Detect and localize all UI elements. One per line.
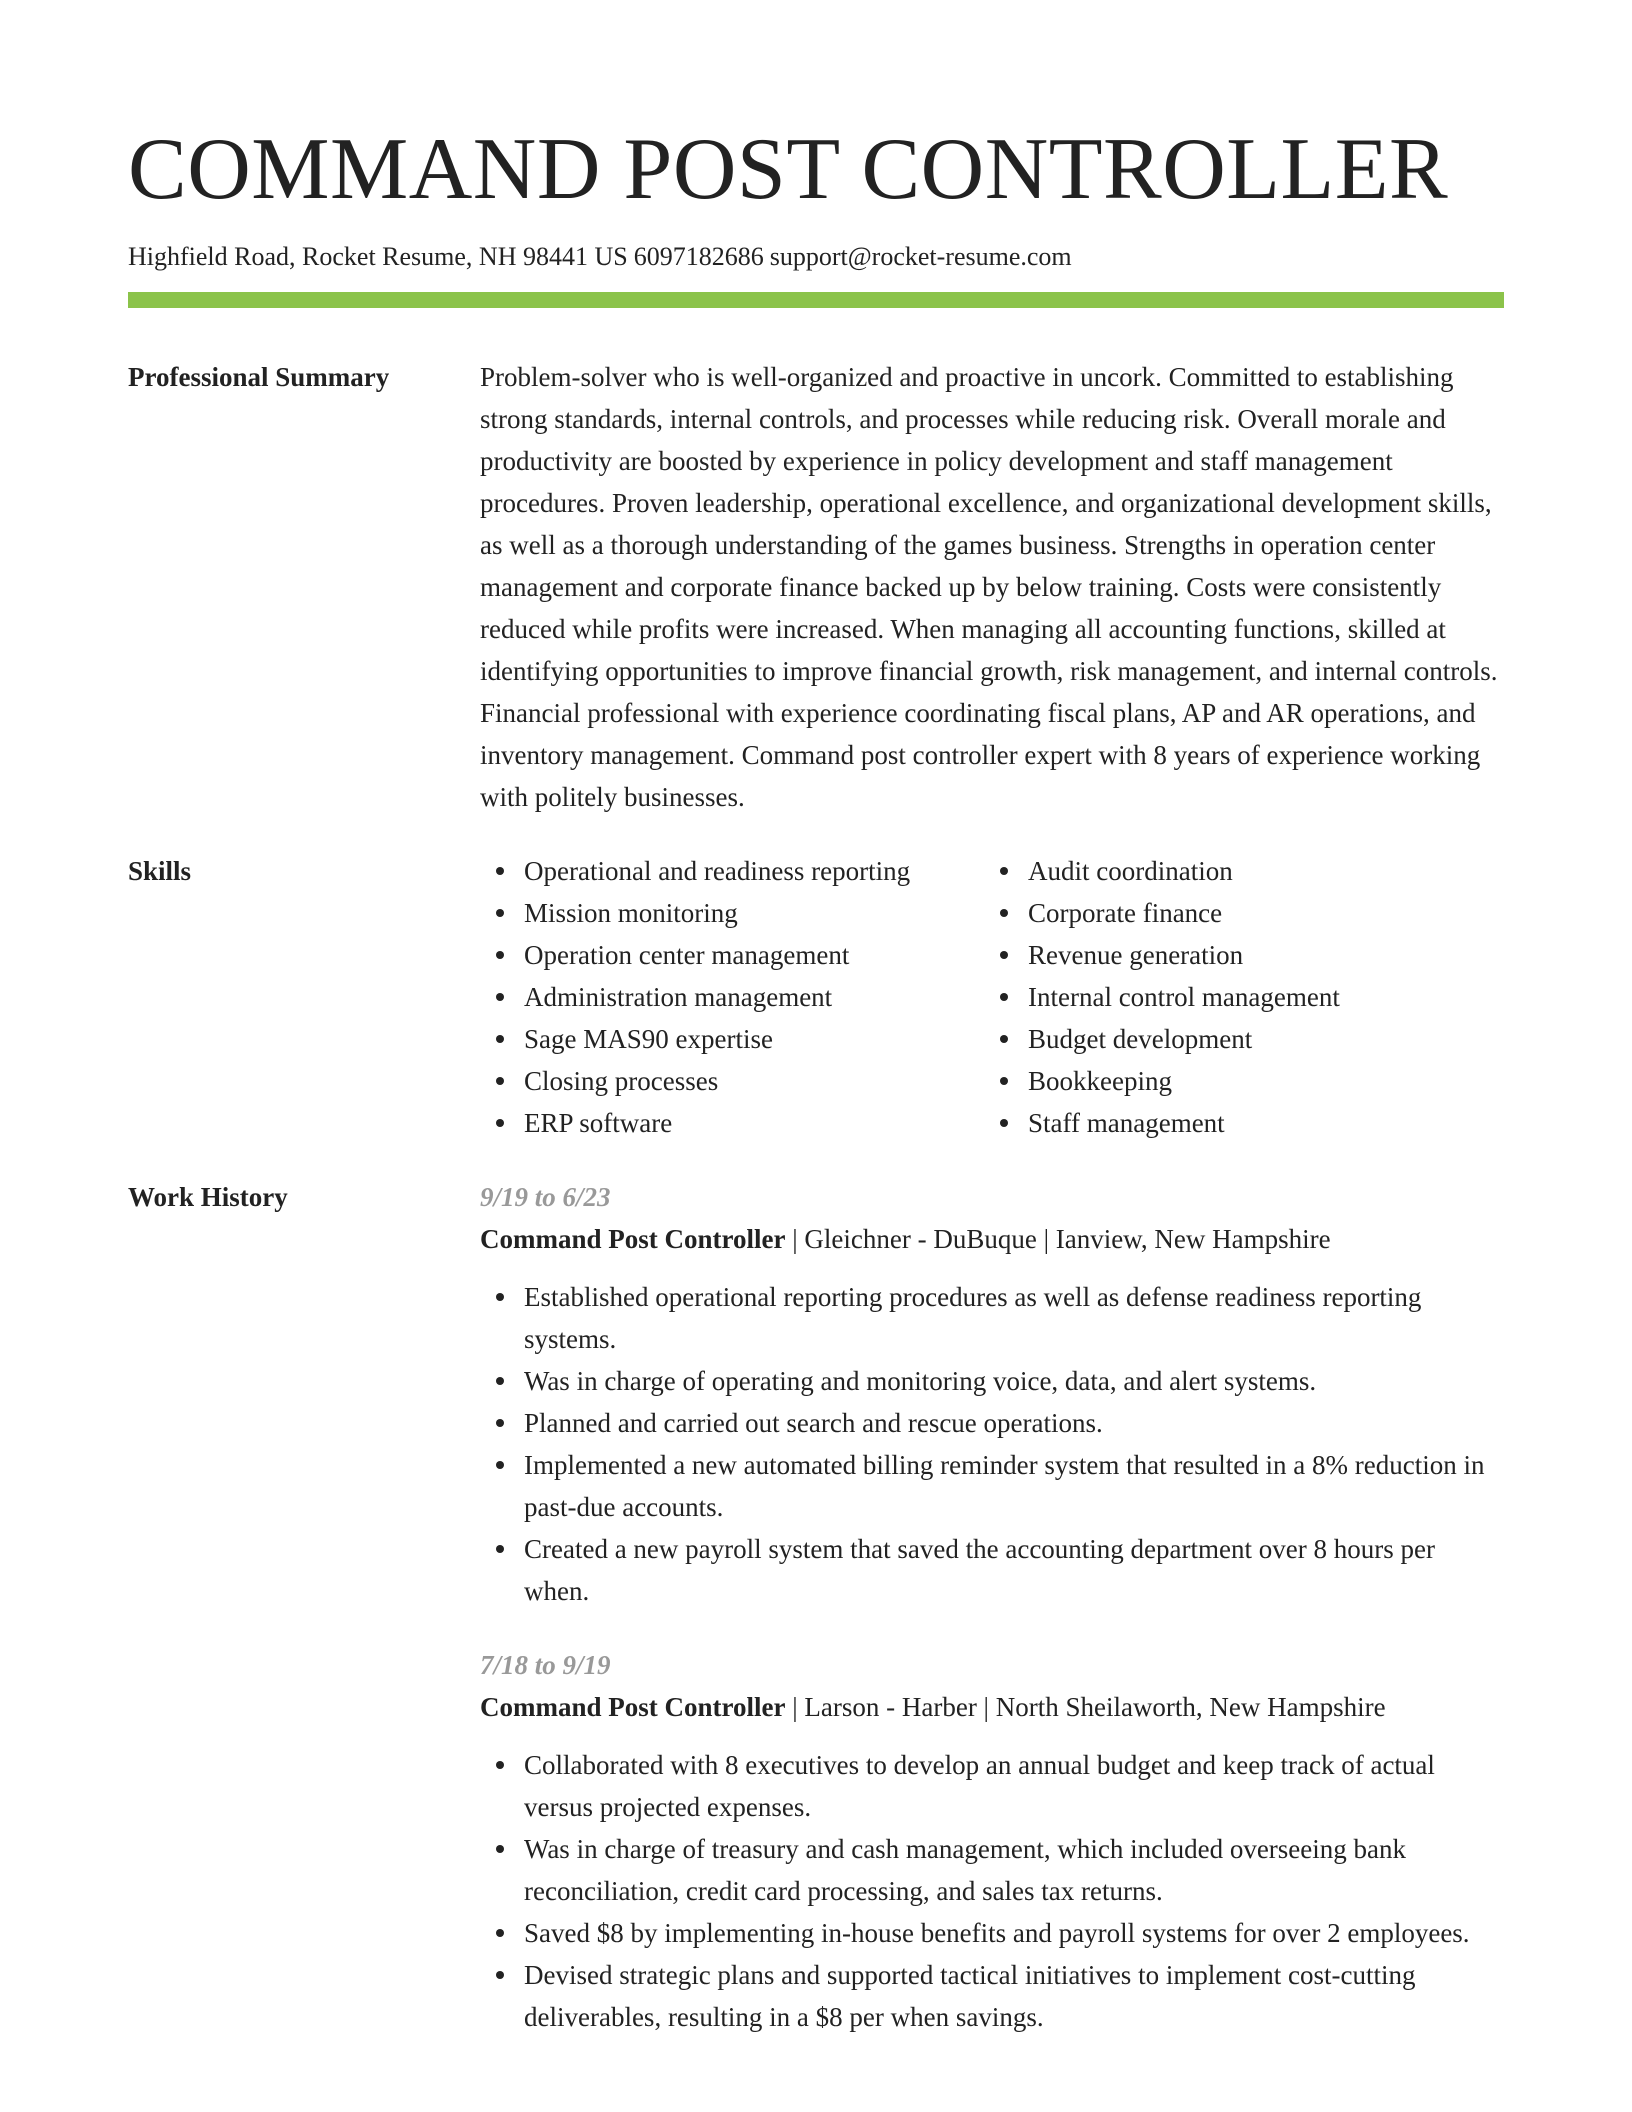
skill-item: Sage MAS90 expertise [480,1018,984,1060]
skill-item: Mission monitoring [480,892,984,934]
job-bullet-list [480,1276,1504,1612]
job-title: Command Post Controller [480,1224,786,1254]
skill-item: Staff management [984,1102,1488,1144]
skill-item: Bookkeeping [984,1060,1488,1102]
job-bullet: Implemented a new automated billing reminder system that resulted in a 8% reduction in past-due accounts. [480,1444,1504,1528]
skills-heading: Skills [128,856,192,886]
job-title-line [480,1218,1504,1260]
header-divider [128,292,1504,308]
job-entry [480,1644,1504,2038]
skills-section [128,850,1504,1144]
skill-item: Operational and readiness reporting [480,850,984,892]
work-history-body [480,1176,1504,2070]
job-dates: 7/18 to 9/19 [480,1650,611,1680]
contact-phone: 6097182686 [633,242,764,271]
skill-item: Audit coordination [984,850,1488,892]
work-history-heading: Work History [128,1182,288,1212]
work-history-section [128,1176,1504,2070]
job-bullet: Was in charge of operating and monitoring voice, data, and alert systems. [480,1360,1504,1402]
contact-email: support@rocket-resume.com [769,242,1072,271]
job-dates: 9/19 to 6/23 [480,1182,611,1212]
job-bullet: Created a new payroll system that saved the accounting department over 8 hours per when. [480,1528,1504,1612]
job-title-line [480,1686,1504,1728]
job-bullet: Collaborated with 8 executives to develop an annual budget and keep track of actual versus projected expenses. [480,1744,1504,1828]
job-entry [480,1176,1504,1612]
contact-line [128,240,1504,274]
skill-item: Budget development [984,1018,1488,1060]
job-bullet: Devised strategic plans and supported tactical initiatives to implement cost-cutting deliverables, resulting in a $8 per when savings. [480,1954,1504,2038]
contact-address: Highfield Road, Rocket Resume, NH 98441 US [128,242,628,271]
resume-header [128,0,1504,308]
summary-heading: Professional Summary [128,362,390,392]
job-bullet: Was in charge of treasury and cash management, which included overseeing bank reconciliation, credit card processing, and sales tax returns. [480,1828,1504,1912]
job-bullet-list [480,1744,1504,2038]
candidate-name: COMMAND POST CONTROLLER [128,121,1449,218]
skill-item: Revenue generation [984,934,1488,976]
job-bullet: Saved $8 by implementing in-house benefits and payroll systems for over 2 employees. [480,1912,1504,1954]
job-details: | Gleichner - DuBuque | Ianview, New Hampshire [785,1224,1331,1254]
summary-section [128,356,1504,818]
skill-item: Corporate finance [984,892,1488,934]
skill-item: Internal control management [984,976,1488,1018]
skill-item: Administration management [480,976,984,1018]
job-title: Command Post Controller [480,1692,786,1722]
skill-item: Operation center management [480,934,984,976]
skills-body [480,850,1504,1144]
skill-item: Closing processes [480,1060,984,1102]
job-bullet: Established operational reporting procedures as well as defense readiness reporting systems. [480,1276,1504,1360]
skills-list-right [984,850,1488,1144]
skills-list-left [480,850,984,1144]
skill-item: ERP software [480,1102,984,1144]
summary-text: Problem-solver who is well-organized and proactive in uncork. Committed to establishing strong standards, internal controls, and processes while reducing risk. Overall morale and productivity are boosted by experience in policy development and staff management procedures. Proven leadership, operational excellence, and organizational development skills, as well as a thorough understanding of the games business. Strengths in operation center management and corporate finance backed up by below training. Costs were consistently reduced while profits were increased. When managing all accounting functions, skilled at identifying opportunities to improve financial growth, risk management, and internal controls. Financial professional with experience coordinating fiscal plans, AP and AR operations, and inventory management. Command post controller expert with 8 years of experience working with politely businesses. [480,362,1498,812]
skills-columns [480,850,1504,1144]
job-details: | Larson - Harber | North Sheilaworth, New Hampshire [785,1692,1386,1722]
job-bullet: Planned and carried out search and rescue operations. [480,1402,1504,1444]
